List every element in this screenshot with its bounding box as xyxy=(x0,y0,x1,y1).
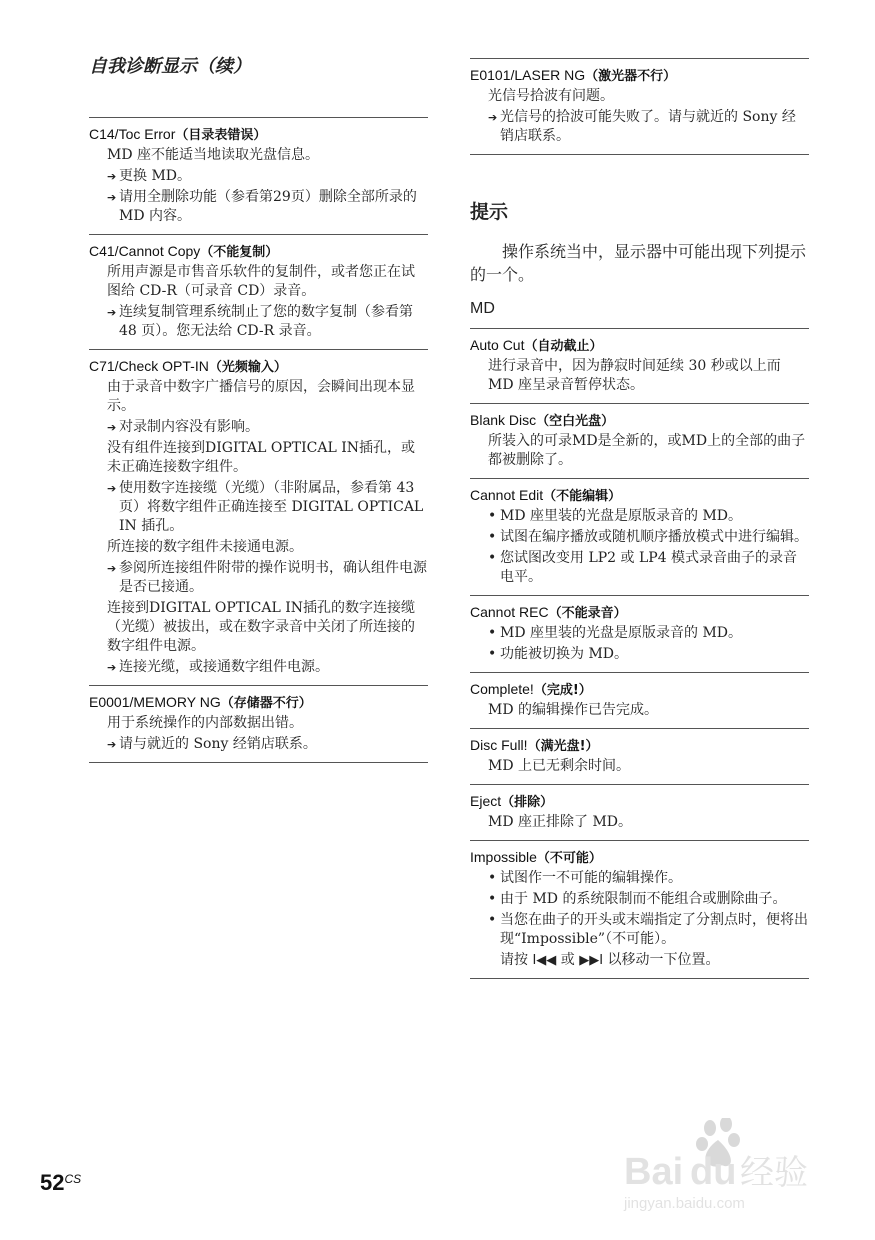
description-line: 没有组件连接到DIGITAL OPTICAL IN插孔，或未正确连接数字组件。 xyxy=(107,440,416,475)
remedy-line: ➔ 使用数字连接缆（光缆）（非附属品，参看第 43 页）将数字组件正确连接至 DIGITAL OPTICAL IN 插孔。 xyxy=(107,479,428,536)
remedy-line: ➔ 请与就近的 Sony 经销店联系。 xyxy=(107,735,428,754)
right-column xyxy=(470,58,809,979)
remedy-line: ➔ 连续复制管理系统制止了您的数字复制（参看第 48 页）。您无法给 CD-R 录音。 xyxy=(107,303,428,341)
bullet-item: • 由于 MD 的系统限制而不能组合或删除曲子。 xyxy=(488,890,809,909)
remedy-line: ➔ 请用全删除功能（参看第29页）删除全部所录的 MD 内容。 xyxy=(107,188,428,226)
description-line: 所用声源是市售音乐软件的复制件，或者您正在试图给 CD-R（可录音 CD）录音。 xyxy=(107,264,415,299)
message-code-en: Blank Disc xyxy=(470,412,537,428)
message-code xyxy=(470,485,809,504)
description-line: 所连接的数字组件未接通电源。 xyxy=(107,539,303,555)
page-heading: 自我诊断显示（续） xyxy=(89,56,251,77)
page-number: $52^{CS}$ xyxy=(40,1170,82,1195)
message-code xyxy=(470,335,809,354)
remedy-line: ➔ 更换 MD。 xyxy=(107,167,428,186)
bullet-item: • MD 座里装的光盘是原版录音的 MD。 xyxy=(488,507,809,526)
description-line: MD 座不能适当地读取光盘信息。 xyxy=(107,147,320,163)
message-list xyxy=(470,328,809,979)
bullet-item: • 试图作一不可能的编辑操作。 xyxy=(488,869,809,888)
message-code-en: C41/Cannot Copy xyxy=(89,243,201,259)
message-entry xyxy=(470,672,809,728)
description-line: 所装入的可录MD是全新的，或MD上的全部的曲子都被删除了。 xyxy=(488,433,806,468)
message-code-cn: （排除） xyxy=(501,795,554,810)
message-code-cn: （光频输入） xyxy=(208,360,287,375)
message-code-en: Complete! xyxy=(470,681,534,697)
bullet-item: • 当您在曲子的开头或末端指定了分割点时，便将出现“Impossible”（不可能）。 xyxy=(488,911,809,949)
message-entry xyxy=(470,478,809,595)
message-code-cn: （激光器不行） xyxy=(585,69,677,84)
hint-prefix: 请按 xyxy=(500,952,528,968)
message-code xyxy=(89,356,428,375)
message-code-en: Cannot REC xyxy=(470,604,549,620)
svg-text:经验: 经验 xyxy=(740,1153,808,1193)
message-code-cn: （完成!） xyxy=(533,683,592,698)
message-code-en: Auto Cut xyxy=(470,337,525,353)
bullet-item: • 您试图改变用 LP2 或 LP4 模式录音曲子的录音电平。 xyxy=(488,549,809,587)
message-entry xyxy=(470,728,809,784)
message-entry xyxy=(89,685,428,763)
message-code xyxy=(470,847,809,866)
svg-text:du: du xyxy=(690,1151,737,1193)
message-code-cn: （不可能） xyxy=(536,851,602,866)
message-entry xyxy=(470,784,809,840)
message-code xyxy=(470,679,809,698)
remedy-line: ➔ 光信号的拾波可能失败了。请与就近的 Sony 经销店联系。 xyxy=(488,108,809,146)
svg-text:jingyan.baidu.com: jingyan.baidu.com xyxy=(624,1195,745,1212)
impossible-hint xyxy=(500,951,809,970)
message-code-cn: （目录表错误） xyxy=(175,128,267,143)
message-code-en: Eject xyxy=(470,793,502,809)
description-line: MD 座正排除了 MD。 xyxy=(488,814,633,830)
description-line: 用于系统操作的内部数据出错。 xyxy=(107,715,303,731)
skip-prev-icon: I◀◀ xyxy=(532,953,557,968)
message-code xyxy=(89,692,428,711)
left-column xyxy=(89,117,428,763)
bullet-item: • MD 座里装的光盘是原版录音的 MD。 xyxy=(488,624,809,643)
tips-title: 提示 xyxy=(470,201,509,223)
message-code-cn: （不能编辑） xyxy=(543,489,622,504)
message-code xyxy=(470,65,809,84)
description-line: 光信号拾波有问题。 xyxy=(488,88,614,104)
message-code-en: Disc Full! xyxy=(470,737,528,753)
hint-suffix: 以移动一下位置。 xyxy=(607,952,720,968)
message-entry xyxy=(89,349,428,685)
message-code-cn: （自动截止） xyxy=(524,339,603,354)
description-line: MD 上已无剩余时间。 xyxy=(488,758,631,774)
message-entry xyxy=(470,595,809,672)
message-code-cn: （满光盘!） xyxy=(527,739,599,754)
message-code-cn: （不能录音） xyxy=(548,606,627,621)
message-entry xyxy=(89,117,428,234)
description-line: 进行录音中，因为静寂时间延续 30 秒或以上而 MD 座呈录音暂停状态。 xyxy=(488,358,781,393)
skip-next-icon: ▶▶I xyxy=(579,953,604,968)
message-code-cn: （存储器不行） xyxy=(220,696,312,711)
message-code-cn: （空白光盘） xyxy=(536,414,615,429)
message-code xyxy=(89,241,428,260)
description-line: 连接到DIGITAL OPTICAL IN插孔的数字连接缆（光缆）被拔出，或在数字录音中关闭了所连接的数字组件电源。 xyxy=(107,600,416,654)
message-code-en: E0001/MEMORY NG xyxy=(89,694,221,710)
message-entry xyxy=(470,403,809,478)
message-entry xyxy=(470,840,809,979)
message-code-en: C71/Check OPT-IN xyxy=(89,358,209,374)
remedy-line: ➔ 连接光缆，或接通数字组件电源。 xyxy=(107,658,428,677)
message-code-cn: （不能复制） xyxy=(200,245,279,260)
message-entry xyxy=(89,234,428,349)
description-line: MD 的编辑操作已告完成。 xyxy=(488,702,659,718)
md-subtitle: MD xyxy=(470,300,495,317)
baidu-watermark xyxy=(622,1118,822,1213)
remedy-line: ➔ 对录制内容没有影响。 xyxy=(107,418,428,437)
description-line: 由于录音中数字广播信号的原因，会瞬间出现本显示。 xyxy=(107,379,415,414)
message-code-en: C14/Toc Error xyxy=(89,126,176,142)
message-code xyxy=(470,602,809,621)
message-entry xyxy=(470,328,809,403)
hint-or: 或 xyxy=(560,952,575,968)
bullet-item: • 试图在编序播放或随机顺序播放模式中进行编辑。 xyxy=(488,528,809,547)
message-code xyxy=(89,124,428,143)
remedy-line: ➔ 参阅所连接组件附带的操作说明书，确认组件电源是否已接通。 xyxy=(107,559,428,597)
message-code xyxy=(470,791,809,810)
message-code xyxy=(470,410,809,429)
message-code-en: Impossible xyxy=(470,849,537,865)
bullet-item: • 功能被切换为 MD。 xyxy=(488,645,809,664)
message-code-en: E0101/LASER NG xyxy=(470,67,586,83)
svg-text:Bai: Bai xyxy=(624,1151,684,1193)
message-code-en: Cannot Edit xyxy=(470,487,544,503)
tips-intro: 操作系统当中，显示器中可能出现下列提示的一个。 xyxy=(470,242,807,284)
message-code xyxy=(470,735,809,754)
entry-laser-ng xyxy=(470,58,809,155)
